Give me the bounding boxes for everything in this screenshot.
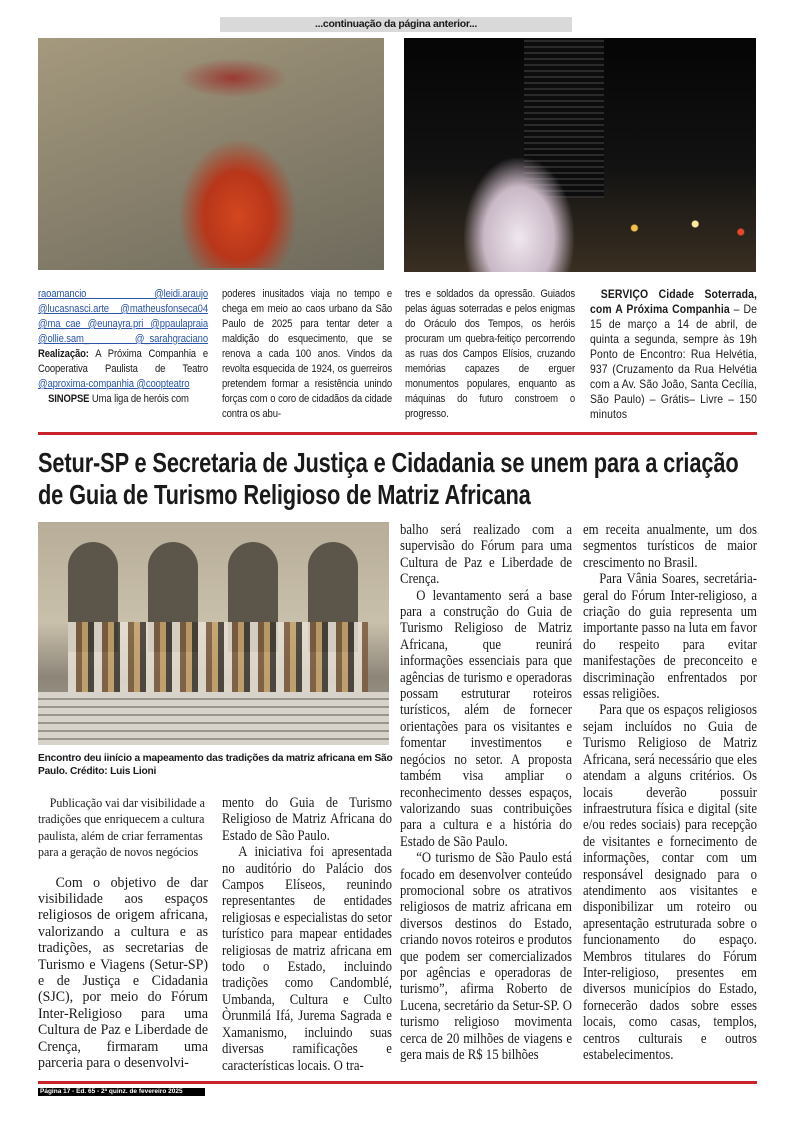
performer-photo-right bbox=[404, 38, 756, 272]
paragraph: O levantamento será a base para a construção do Guia de Turismo Religioso de Matriz Africana, que reunirá informações essenciais para que agências de turismo e operadoras possam estruturar roteiros turísticos, além de fornecer orientações para os visitantes e fomentar investimentos e negócios no setor. A proposta também visa ampliar o reconhecimento desses espaços, valorizando suas contribuições para a cultura e a história do Estado de São Paulo. bbox=[400, 587, 572, 850]
section-divider bbox=[38, 432, 757, 435]
paragraph: Para que os espaços religiosos sejam incluídos no Guia de Turismo Religioso de Matriz Africana, será necessário que eles atendam a alguns critérios. Os locais deverão possuir infraestrutura física e digital (site e/ou redes sociais) para recepção de visitantes e fornecimento de informações, contar com um responsável designado para o atendimento aos visitantes e disponibilizar um roteiro ou apresentação estruturada sobre o funcionamento do espaço. Membros titulares do Fórum Inter-religioso, presentes em diversos municípios do Estado, fornecerão dados sobre esses locais, como casas, templos, centros culturais e outros estabelecimentos. bbox=[583, 702, 757, 1063]
photo-caption: Encontro deu iinício a mapeamento das tradições da matriz africana em São Paulo. Crédito: Luis Lioni bbox=[38, 753, 393, 777]
paragraph: A iniciativa foi apresentada no auditório do Palácio dos Campos Elíseos, reunindo representantes de entidades religiosas e especialistas do setor turístico para mapear entidades religiosas de matriz africana em todo o Estado, incluindo tradições como Candomblé, Umbanda, Cultura e Culto Òrunmilá Ifá, Jurema Sagrada e Xamanismo, incluindo suas diversas ramificações e características locais. O tra- bbox=[222, 844, 392, 1074]
servico-box bbox=[590, 287, 757, 422]
sinopse-text: Uma liga de heróis com bbox=[91, 393, 189, 405]
article-photo-group bbox=[38, 522, 389, 745]
top-column-3: tres e soldados da opressão. Guiados pelas águas soterradas e pelos enigmas do Oráculo dos Tempos, os heróis procuram um quebra-feitiço percorrendo as ruas dos Campos Elísios, cruzando memórias capazes de erguer monumentos populares, enquanto as máquinas do futuro constroem o progresso. bbox=[405, 288, 575, 420]
realizacao-label: Realização: bbox=[38, 348, 89, 360]
paragraph: Com o objetivo de dar visibilidade aos espaços religiosos de origem africana, valorizando a cultura e as tradições, as secretarias de Turismo e Viagens (Setur-SP) e de Justiça e Cidadania (SJC), por meio do Fórum Inter-Religioso para uma Cultura de Paz e Liberdade de Crença, firmaram uma parceria para o desenvolvi- bbox=[38, 874, 208, 1072]
bottom-divider bbox=[38, 1081, 757, 1084]
article-column-2 bbox=[222, 795, 392, 1074]
paragraph: em receita anualmente, um dos segmentos turísticos de maior crescimento no Brasil. bbox=[583, 522, 757, 571]
article-headline: Setur-SP e Secretaria de Justiça e Cidadania se unem para a criação de Guia de Turismo Religioso de Matriz Africana bbox=[38, 447, 739, 510]
top-column-2: poderes inusitados viaja no tempo e chega em meio ao caos urbano da São Paulo de 2025 para tentar deter a maldição do esquecimento, que se renova a cada 100 anos. Vindos da revolta esquecida de 1924, os guerreiros pretendem formar a resistência unindo forças com o coro de cidadãos da cidade contra os abu- bbox=[222, 288, 392, 420]
paragraph: Para Vânia Soares, secretária-geral do Fórum Inter-religioso, a criação do guia representa um importante passo na luta em favor do respeito para evitar manifestações de preconceito e discriminação enfrentados por essas religiões. bbox=[583, 571, 757, 703]
realizacao-links[interactable]: @aproxima-companhia @coopteatro bbox=[38, 378, 190, 390]
realizacao-text: A Próxima Companhia e Cooperativa Paulista de Teatro bbox=[38, 348, 208, 375]
sinopse-label: SINOPSE bbox=[48, 393, 90, 405]
servico-label: SERVIÇO Cidade Soterrada, com A Próxima Companhia bbox=[590, 288, 757, 316]
page-folio: Página 17 - Ed. 65 - 2ª quinz. de fevereiro 2025 bbox=[38, 1088, 205, 1096]
article-column-3 bbox=[400, 522, 572, 1063]
paragraph: “O turismo de São Paulo está focado em desenvolver conteúdo promocional sobre os atrativos religiosos de matriz africana em diversos destinos do Estado, criando novos roteiros e produtos que podem ser comercializados por agências e operadoras de turismo”, afirma Roberto de Lucena, secretário da Setur-SP. O turismo religioso movimenta cerca de 20 milhões de viagens e gera mais de R$ 15 bilhões bbox=[400, 850, 572, 1063]
article-lede: Publicação vai dar visibilidade a tradições que enriquecem a cultura paulista, além de criar ferramentas para a geração de novos negócios bbox=[38, 796, 205, 860]
article-column-1 bbox=[38, 795, 208, 1072]
paragraph: balho será realizado com a supervisão do Fórum para uma Cultura de Paz e Liberdade de Crença. bbox=[400, 522, 572, 588]
article-column-4 bbox=[583, 522, 757, 1063]
performer-photo-left bbox=[38, 38, 384, 270]
servico-text: – De 15 de março a 14 de abril, de quinta a segunda, sempre às 19h Ponto de Encontro: Rua Helvétia, 937 (Cruzamento da Rua Helvétia com a Av. São João, Santa Cecília, São Paulo) – Grátis– Livre – 150 minutos bbox=[590, 303, 758, 421]
credit-links[interactable]: raoamancio @leidi.araujo @lucasnasci.arte @matheusfonseca04 @ma_cae @eunayra.pri @ppaulapraia @ollie.sam_ @_sarahgraciano bbox=[38, 288, 208, 345]
paragraph: mento do Guia de Turismo Religioso de Matriz Africana do Estado de São Paulo. bbox=[222, 795, 392, 844]
continuation-banner: ...continuação da página anterior... bbox=[220, 17, 572, 32]
top-column-1 bbox=[38, 287, 208, 407]
